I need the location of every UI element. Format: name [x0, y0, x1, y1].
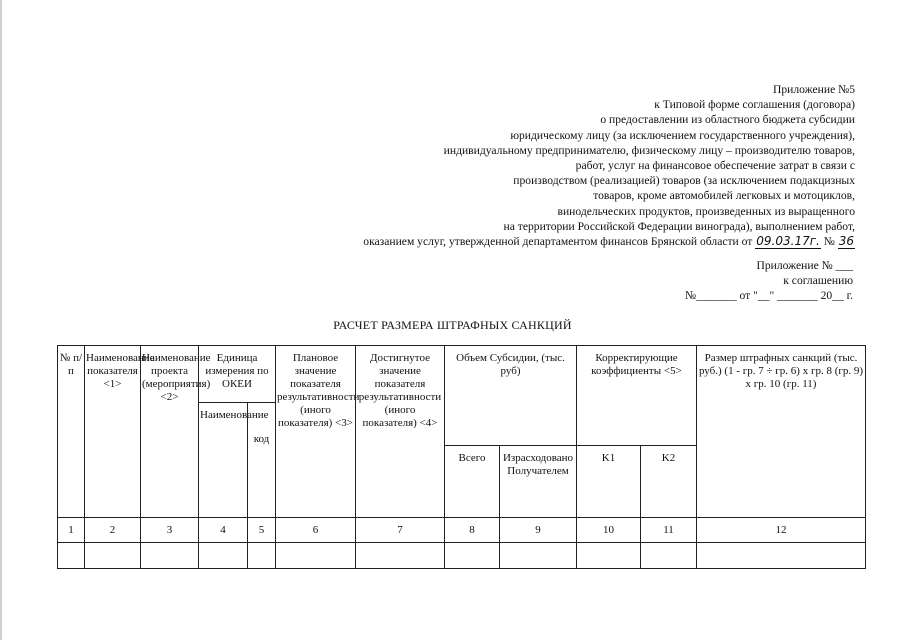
column-number-cell: 8 [445, 518, 500, 543]
column-number-cell: 10 [577, 518, 641, 543]
header-line: индивидуальному предпринимателю, физическому лицу – производителю товаров, [443, 143, 855, 157]
header-cell-unit-group: Единица измерения по ОКЕИ [199, 346, 276, 403]
handwritten-number: 36 [838, 234, 854, 249]
header-cell-number: № п/п [58, 346, 85, 518]
column-number-cell: 3 [141, 518, 199, 543]
header-line-prefix: оказанием услуг, утвержденной департаментом финансов Брянской области от [363, 235, 753, 249]
empty-cell [58, 543, 85, 569]
empty-cell [85, 543, 141, 569]
header-line: на территории Российской Федерации винограда), выполнением работ, [503, 219, 855, 233]
header-cell-subsidy-total: Всего [445, 446, 500, 518]
header-line: о предоставлении из областного бюджета субсидии [600, 113, 855, 127]
empty-cell [276, 543, 356, 569]
header-last-line [363, 234, 855, 249]
column-number-cell: 2 [85, 518, 141, 543]
penalty-calculation-table [57, 345, 866, 569]
column-number-cell: 4 [199, 518, 248, 543]
column-number-cell: 5 [248, 518, 276, 543]
agreement-annex-block [685, 258, 853, 304]
header-line: товаров, кроме автомобилей легковых и мотоциклов, [593, 189, 855, 203]
annex-line: №_______ от "__" _______ 20__ г. [684, 289, 853, 303]
annex-line: Приложение № ___ [756, 259, 853, 272]
empty-cell [697, 543, 866, 569]
header-cell-subsidy-group: Объем Субсидии, (тыс. руб) [445, 346, 577, 446]
annex-line: к соглашению [783, 274, 853, 288]
column-number-cell: 9 [500, 518, 577, 543]
empty-cell [141, 543, 199, 569]
header-cell-coefficients-group: Корректирующие коэффициенты <5> [577, 346, 697, 446]
header-cell-unit-code: код [248, 403, 276, 518]
column-number-cell: 7 [356, 518, 445, 543]
table-header-row [58, 346, 866, 403]
header-cell-subsidy-spent: Израсходовано Получателем [500, 446, 577, 518]
empty-cell [500, 543, 577, 569]
empty-cell [445, 543, 500, 569]
empty-data-row [58, 543, 866, 569]
header-line: к Типовой форме соглашения (договора) [654, 98, 855, 112]
empty-cell [248, 543, 276, 569]
annex-title: Приложение №5 [773, 83, 855, 96]
handwritten-date: 09.03.17г. [756, 234, 820, 249]
document-header [363, 82, 855, 249]
header-cell-penalty-size: Размер штрафных санкций (тыс. руб.) (1 - гр. 7 ÷ гр. 6) x гр. 8 (гр. 9) x гр. 10 (гр. 11) [697, 346, 866, 518]
header-cell-k1: K1 [577, 446, 641, 518]
header-line: производством (реализацией) товаров (за исключением подакцизных [513, 174, 855, 188]
column-number-cell: 12 [697, 518, 866, 543]
document-title: РАСЧЕТ РАЗМЕРА ШТРАФНЫХ САНКЦИЙ [333, 318, 572, 332]
header-cell-project-name: Наименование проекта (мероприятия) <2> [141, 346, 199, 518]
header-line: работ, услуг на финансовое обеспечение затрат в связи с [575, 159, 855, 173]
header-cell-planned-value: Плановое значение показателя результативности (иного показателя) <3> [276, 346, 356, 518]
empty-cell [577, 543, 641, 569]
empty-cell [641, 543, 697, 569]
column-number-row [58, 518, 866, 543]
header-line: юридическому лицу (за исключением государственного учреждения), [510, 128, 855, 142]
header-cell-k2: K2 [641, 446, 697, 518]
column-number-cell: 1 [58, 518, 85, 543]
header-cell-achieved-value: Достигнутое значение показателя результативности (иного показателя) <4> [356, 346, 445, 518]
column-number-cell: 11 [641, 518, 697, 543]
number-sign: № [823, 235, 835, 249]
column-number-cell: 6 [276, 518, 356, 543]
header-cell-unit-name: Наименование [199, 403, 248, 518]
empty-cell [199, 543, 248, 569]
header-line: винодельческих продуктов, произведенных из выращенного [557, 204, 855, 218]
header-cell-indicator-name: Наименование показателя <1> [85, 346, 141, 518]
empty-cell [356, 543, 445, 569]
